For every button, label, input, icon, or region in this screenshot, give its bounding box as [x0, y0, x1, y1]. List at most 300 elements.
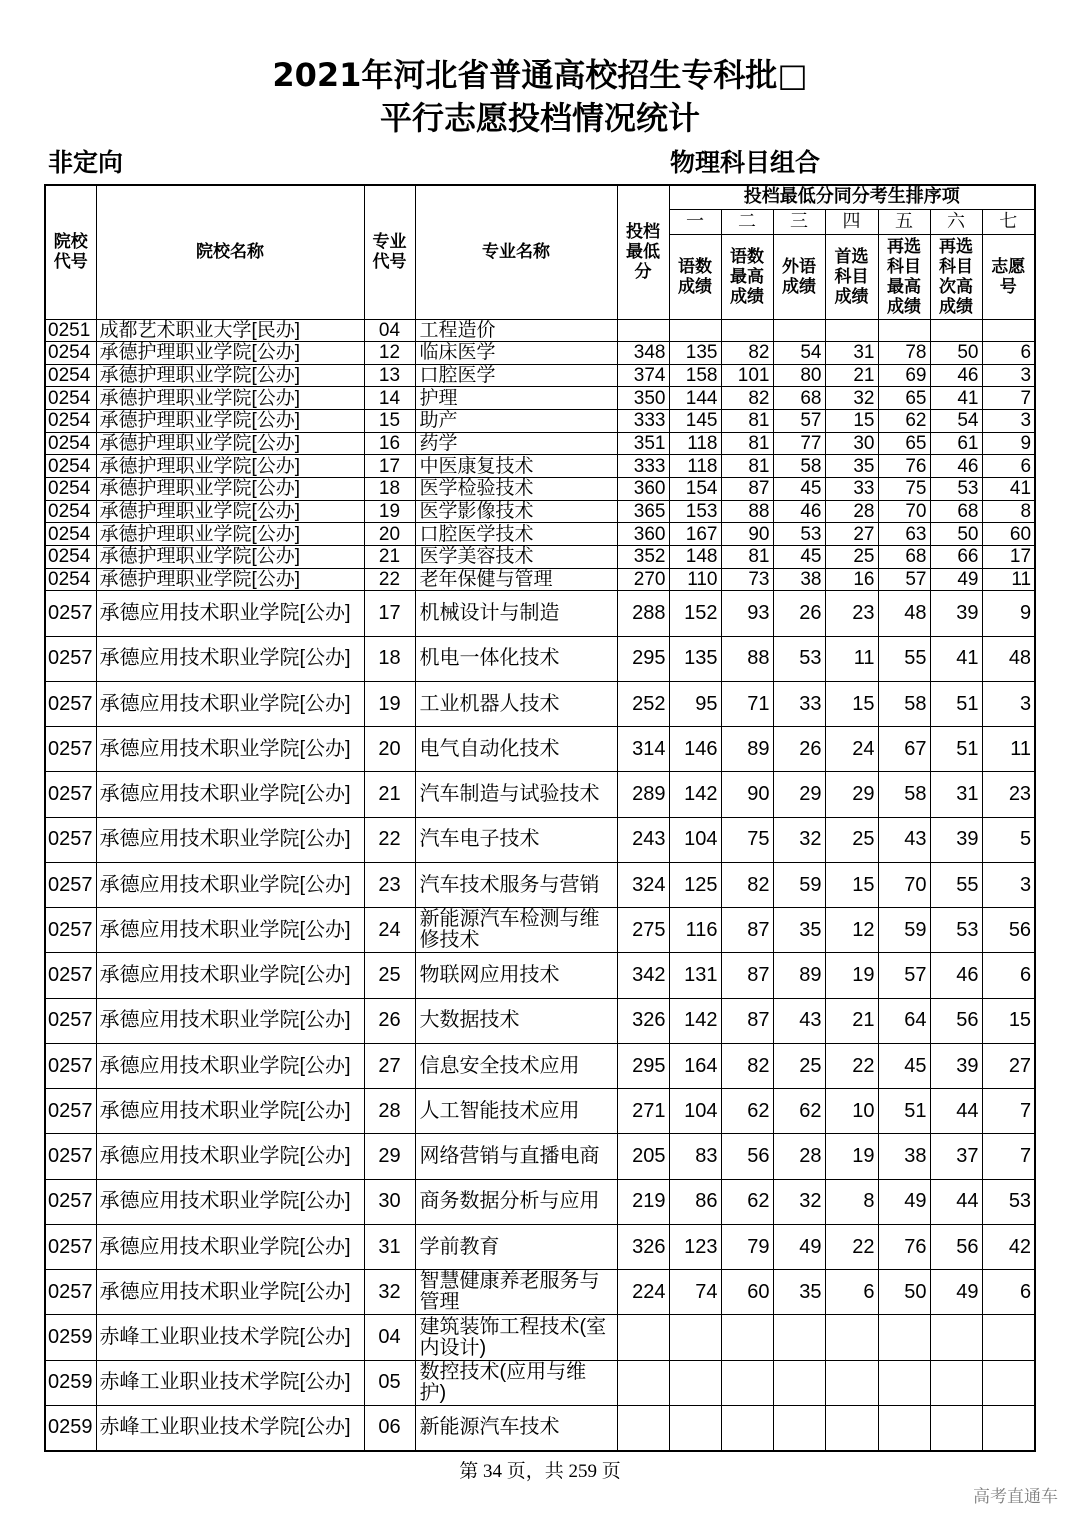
major-name-cell: 助产	[415, 410, 617, 433]
second-subject-next-score-cell	[930, 1360, 982, 1405]
foreign-language-score-cell: 80	[773, 364, 825, 387]
foreign-language-score-cell: 53	[773, 636, 825, 681]
min-score-cell: 342	[617, 953, 669, 998]
preference-number-cell	[982, 319, 1035, 342]
major-code-cell: 05	[364, 1360, 415, 1405]
school-name-cell: 赤峰工业职业技术学院[公办]	[96, 1405, 364, 1450]
school-name-cell: 承德护理职业学院[公办]	[96, 432, 364, 455]
school-code-cell: 0257	[45, 817, 96, 862]
chinese-math-score-cell	[669, 1360, 721, 1405]
major-name-cell: 医学检验技术	[415, 478, 617, 501]
first-subject-score-cell: 35	[825, 455, 878, 478]
first-subject-score-cell: 23	[825, 591, 878, 636]
first-subject-score-cell: 27	[825, 523, 878, 546]
second-subject-next-score-cell: 54	[930, 410, 982, 433]
chinese-math-score-cell: 152	[669, 591, 721, 636]
header-chinese-math-max-score	[721, 234, 773, 319]
chinese-math-max-score-cell: 88	[721, 636, 773, 681]
first-subject-score-cell: 15	[825, 862, 878, 907]
school-code-cell: 0259	[45, 1360, 96, 1405]
second-subject-next-score-cell: 51	[930, 681, 982, 726]
second-subject-next-score-cell: 39	[930, 591, 982, 636]
major-name-cell: 药学	[415, 432, 617, 455]
second-subject-max-score-cell: 75	[878, 478, 930, 501]
second-subject-max-score-cell: 58	[878, 772, 930, 817]
chinese-math-max-score-cell: 81	[721, 546, 773, 569]
foreign-language-score-cell: 77	[773, 432, 825, 455]
header-foreign-language-score-label: 外语成绩	[782, 256, 816, 297]
foreign-language-score-cell: 25	[773, 1043, 825, 1088]
foreign-language-score-cell: 33	[773, 681, 825, 726]
preference-number-cell: 41	[982, 478, 1035, 501]
school-name-cell: 承德应用技术职业学院[公办]	[96, 1089, 364, 1134]
preference-number-cell: 23	[982, 772, 1035, 817]
first-subject-score-cell: 6	[825, 1270, 878, 1315]
major-code-cell: 25	[364, 953, 415, 998]
min-score-cell: 219	[617, 1179, 669, 1224]
header-chinese-math-score	[669, 234, 721, 319]
second-subject-next-score-cell: 51	[930, 727, 982, 772]
second-subject-max-score-cell: 59	[878, 908, 930, 953]
major-code-cell: 28	[364, 1089, 415, 1134]
header-foreign-language-score	[773, 234, 825, 319]
major-name-cell: 汽车电子技术	[415, 817, 617, 862]
min-score-cell: 374	[617, 364, 669, 387]
foreign-language-score-cell: 57	[773, 410, 825, 433]
foreign-language-score-cell: 35	[773, 1270, 825, 1315]
header-school-code	[45, 185, 96, 319]
preference-number-cell: 8	[982, 500, 1035, 523]
chinese-math-score-cell: 142	[669, 998, 721, 1043]
major-code-cell: 22	[364, 817, 415, 862]
table-row	[45, 591, 1035, 636]
foreign-language-score-cell: 32	[773, 1179, 825, 1224]
foreign-language-score-cell: 89	[773, 953, 825, 998]
header-school-code-label: 院校代号	[53, 232, 88, 273]
school-code-cell: 0254	[45, 432, 96, 455]
second-subject-max-score-cell: 68	[878, 546, 930, 569]
min-score-cell	[617, 319, 669, 342]
first-subject-score-cell	[825, 1405, 878, 1450]
subject-combination-label: 物理科目组合	[670, 148, 821, 177]
first-subject-score-cell	[825, 1360, 878, 1405]
major-code-cell: 13	[364, 364, 415, 387]
chinese-math-max-score-cell	[721, 1360, 773, 1405]
chinese-math-max-score-cell: 87	[721, 908, 773, 953]
chinese-math-score-cell: 164	[669, 1043, 721, 1088]
watermark: 高考直通车	[973, 1487, 1058, 1507]
min-score-cell: 326	[617, 1224, 669, 1269]
school-code-cell: 0257	[45, 772, 96, 817]
second-subject-max-score-cell: 55	[878, 636, 930, 681]
major-code-cell: 19	[364, 681, 415, 726]
second-subject-max-score-cell: 45	[878, 1043, 930, 1088]
chinese-math-max-score-cell: 90	[721, 523, 773, 546]
foreign-language-score-cell: 54	[773, 342, 825, 365]
school-name-cell: 赤峰工业职业技术学院[公办]	[96, 1315, 364, 1360]
second-subject-next-score-cell: 37	[930, 1134, 982, 1179]
school-name-cell: 承德应用技术职业学院[公办]	[96, 1043, 364, 1088]
chinese-math-max-score-cell: 81	[721, 410, 773, 433]
major-code-cell: 04	[364, 1315, 415, 1360]
chinese-math-max-score-cell: 87	[721, 953, 773, 998]
min-score-cell	[617, 1315, 669, 1360]
table-row	[45, 1405, 1035, 1450]
first-subject-score-cell: 8	[825, 1179, 878, 1224]
chinese-math-score-cell: 158	[669, 364, 721, 387]
chinese-math-score-cell: 154	[669, 478, 721, 501]
school-code-cell: 0259	[45, 1315, 96, 1360]
major-code-cell: 32	[364, 1270, 415, 1315]
foreign-language-score-cell: 32	[773, 817, 825, 862]
table-row	[45, 455, 1035, 478]
school-code-cell: 0257	[45, 1224, 96, 1269]
major-name-cell: 大数据技术	[415, 998, 617, 1043]
table-row	[45, 364, 1035, 387]
major-name-cell: 机械设计与制造	[415, 591, 617, 636]
min-score-cell: 224	[617, 1270, 669, 1315]
chinese-math-max-score-cell	[721, 319, 773, 342]
school-code-cell: 0254	[45, 568, 96, 591]
school-name-cell: 承德护理职业学院[公办]	[96, 546, 364, 569]
directional-category-label: 非定向	[48, 148, 124, 177]
chinese-math-max-score-cell	[721, 1405, 773, 1450]
first-subject-score-cell: 25	[825, 817, 878, 862]
chinese-math-score-cell: 104	[669, 817, 721, 862]
first-subject-score-cell: 15	[825, 681, 878, 726]
school-code-cell: 0257	[45, 953, 96, 998]
second-subject-next-score-cell: 39	[930, 1043, 982, 1088]
school-code-cell: 0254	[45, 410, 96, 433]
school-name-cell: 承德应用技术职业学院[公办]	[96, 727, 364, 772]
table-row	[45, 1270, 1035, 1315]
chinese-math-max-score-cell: 62	[721, 1179, 773, 1224]
foreign-language-score-cell: 29	[773, 772, 825, 817]
preference-number-cell	[982, 1405, 1035, 1450]
major-name-cell: 物联网应用技术	[415, 953, 617, 998]
header-numeral-6: 六	[930, 209, 982, 234]
table-row	[45, 953, 1035, 998]
second-subject-max-score-cell: 67	[878, 727, 930, 772]
foreign-language-score-cell: 46	[773, 500, 825, 523]
second-subject-max-score-cell	[878, 319, 930, 342]
header-tiebreak-group: 投档最低分同分考生排序项	[669, 185, 1035, 209]
first-subject-score-cell: 15	[825, 410, 878, 433]
chinese-math-score-cell: 148	[669, 546, 721, 569]
foreign-language-score-cell: 35	[773, 908, 825, 953]
table-row	[45, 387, 1035, 410]
chinese-math-max-score-cell: 89	[721, 727, 773, 772]
first-subject-score-cell: 19	[825, 953, 878, 998]
header-school-name	[96, 185, 364, 319]
school-name-cell: 承德应用技术职业学院[公办]	[96, 862, 364, 907]
major-name-cell: 护理	[415, 387, 617, 410]
second-subject-next-score-cell: 31	[930, 772, 982, 817]
header-row-group	[45, 185, 1035, 209]
major-name-cell: 网络营销与直播电商	[415, 1134, 617, 1179]
major-name-cell: 新能源汽车技术	[415, 1405, 617, 1450]
chinese-math-score-cell: 116	[669, 908, 721, 953]
first-subject-score-cell: 21	[825, 998, 878, 1043]
chinese-math-max-score-cell: 82	[721, 342, 773, 365]
header-numeral-4: 四	[825, 209, 878, 234]
min-score-cell	[617, 1405, 669, 1450]
foreign-language-score-cell	[773, 319, 825, 342]
foreign-language-score-cell: 38	[773, 568, 825, 591]
major-name-cell: 商务数据分析与应用	[415, 1179, 617, 1224]
preference-number-cell: 6	[982, 342, 1035, 365]
chinese-math-max-score-cell: 82	[721, 862, 773, 907]
major-code-cell: 21	[364, 546, 415, 569]
first-subject-score-cell: 22	[825, 1043, 878, 1088]
major-code-cell: 17	[364, 591, 415, 636]
chinese-math-score-cell: 125	[669, 862, 721, 907]
preference-number-cell: 60	[982, 523, 1035, 546]
school-code-cell: 0259	[45, 1405, 96, 1450]
major-name-cell: 工业机器人技术	[415, 681, 617, 726]
table-row	[45, 319, 1035, 342]
chinese-math-max-score-cell: 82	[721, 1043, 773, 1088]
major-name-cell: 建筑装饰工程技术(室内设计)	[415, 1315, 617, 1360]
school-code-cell: 0254	[45, 523, 96, 546]
chinese-math-max-score-cell: 79	[721, 1224, 773, 1269]
chinese-math-max-score-cell: 71	[721, 681, 773, 726]
major-code-cell: 22	[364, 568, 415, 591]
chinese-math-max-score-cell: 81	[721, 455, 773, 478]
second-subject-next-score-cell: 50	[930, 523, 982, 546]
preference-number-cell: 6	[982, 953, 1035, 998]
major-code-cell: 16	[364, 432, 415, 455]
chinese-math-max-score-cell: 101	[721, 364, 773, 387]
major-code-cell: 18	[364, 636, 415, 681]
school-code-cell: 0251	[45, 319, 96, 342]
table-row	[45, 568, 1035, 591]
school-name-cell: 承德护理职业学院[公办]	[96, 478, 364, 501]
foreign-language-score-cell: 58	[773, 455, 825, 478]
second-subject-next-score-cell: 53	[930, 908, 982, 953]
major-code-cell: 18	[364, 478, 415, 501]
school-name-cell: 承德应用技术职业学院[公办]	[96, 1179, 364, 1224]
school-name-cell: 承德应用技术职业学院[公办]	[96, 817, 364, 862]
major-name-cell: 新能源汽车检测与维修技术	[415, 908, 617, 953]
foreign-language-score-cell	[773, 1315, 825, 1360]
school-name-cell: 承德应用技术职业学院[公办]	[96, 998, 364, 1043]
chinese-math-max-score-cell	[721, 1315, 773, 1360]
school-code-cell: 0254	[45, 342, 96, 365]
header-major-name	[415, 185, 617, 319]
header-numeral-5: 五	[878, 209, 930, 234]
preference-number-cell: 5	[982, 817, 1035, 862]
preference-number-cell	[982, 1360, 1035, 1405]
table-row	[45, 1360, 1035, 1405]
school-code-cell: 0254	[45, 387, 96, 410]
foreign-language-score-cell: 62	[773, 1089, 825, 1134]
table-row	[45, 1179, 1035, 1224]
chinese-math-score-cell: 153	[669, 500, 721, 523]
header-chinese-math-score-label: 语数成绩	[678, 256, 712, 297]
foreign-language-score-cell: 43	[773, 998, 825, 1043]
major-name-cell: 汽车技术服务与营销	[415, 862, 617, 907]
school-code-cell: 0254	[45, 478, 96, 501]
first-subject-score-cell: 31	[825, 342, 878, 365]
second-subject-next-score-cell: 44	[930, 1089, 982, 1134]
table-row	[45, 727, 1035, 772]
chinese-math-score-cell: 144	[669, 387, 721, 410]
min-score-cell: 360	[617, 478, 669, 501]
first-subject-score-cell: 12	[825, 908, 878, 953]
major-code-cell: 14	[364, 387, 415, 410]
major-code-cell: 06	[364, 1405, 415, 1450]
chinese-math-score-cell: 118	[669, 432, 721, 455]
min-score-cell: 288	[617, 591, 669, 636]
table-row	[45, 478, 1035, 501]
school-code-cell: 0257	[45, 636, 96, 681]
school-name-cell: 承德应用技术职业学院[公办]	[96, 772, 364, 817]
school-code-cell: 0257	[45, 1270, 96, 1315]
second-subject-next-score-cell: 49	[930, 568, 982, 591]
header-second-subject-max-score	[878, 234, 930, 319]
first-subject-score-cell	[825, 319, 878, 342]
school-code-cell: 0254	[45, 364, 96, 387]
header-preference-number	[982, 234, 1035, 319]
chinese-math-max-score-cell: 60	[721, 1270, 773, 1315]
page-number: 第 34 页，共 259 页	[459, 1461, 621, 1482]
major-code-cell: 21	[364, 772, 415, 817]
header-min-score-label: 投档最低分	[626, 222, 660, 283]
school-code-cell: 0257	[45, 998, 96, 1043]
chinese-math-max-score-cell: 93	[721, 591, 773, 636]
header-second-subject-next-score-label: 再选科目次高成绩	[939, 236, 973, 317]
header-second-subject-max-score-label: 再选科目最高成绩	[887, 236, 921, 317]
preference-number-cell: 7	[982, 387, 1035, 410]
preference-number-cell: 3	[982, 410, 1035, 433]
school-name-cell: 承德护理职业学院[公办]	[96, 523, 364, 546]
major-name-cell: 信息安全技术应用	[415, 1043, 617, 1088]
header-chinese-math-max-score-label: 语数最高成绩	[730, 246, 764, 307]
header-major-code	[364, 185, 415, 319]
major-name-cell: 智慧健康养老服务与管理	[415, 1270, 617, 1315]
major-name-cell: 机电一体化技术	[415, 636, 617, 681]
second-subject-max-score-cell: 58	[878, 681, 930, 726]
preference-number-cell	[982, 1315, 1035, 1360]
school-name-cell: 承德应用技术职业学院[公办]	[96, 636, 364, 681]
preference-number-cell: 27	[982, 1043, 1035, 1088]
school-name-cell: 承德护理职业学院[公办]	[96, 387, 364, 410]
major-name-cell: 数控技术(应用与维护)	[415, 1360, 617, 1405]
second-subject-max-score-cell: 76	[878, 1224, 930, 1269]
min-score-cell: 348	[617, 342, 669, 365]
header-preference-number-label: 志愿号	[991, 256, 1026, 297]
table-row	[45, 1224, 1035, 1269]
second-subject-max-score-cell: 43	[878, 817, 930, 862]
second-subject-next-score-cell: 46	[930, 455, 982, 478]
min-score-cell: 295	[617, 1043, 669, 1088]
school-name-cell: 承德应用技术职业学院[公办]	[96, 953, 364, 998]
first-subject-score-cell: 29	[825, 772, 878, 817]
school-code-cell: 0257	[45, 1043, 96, 1088]
major-code-cell: 29	[364, 1134, 415, 1179]
major-name-cell: 临床医学	[415, 342, 617, 365]
min-score-cell: 243	[617, 817, 669, 862]
chinese-math-max-score-cell: 81	[721, 432, 773, 455]
first-subject-score-cell: 33	[825, 478, 878, 501]
school-name-cell: 承德护理职业学院[公办]	[96, 364, 364, 387]
second-subject-max-score-cell: 78	[878, 342, 930, 365]
header-major-name-label: 专业名称	[482, 242, 550, 263]
table-body	[45, 319, 1035, 1451]
school-name-cell: 承德护理职业学院[公办]	[96, 500, 364, 523]
chinese-math-score-cell	[669, 1315, 721, 1360]
chinese-math-score-cell: 142	[669, 772, 721, 817]
major-code-cell: 04	[364, 319, 415, 342]
first-subject-score-cell: 11	[825, 636, 878, 681]
chinese-math-max-score-cell: 82	[721, 387, 773, 410]
school-code-cell: 0257	[45, 908, 96, 953]
table-row	[45, 636, 1035, 681]
table-row	[45, 432, 1035, 455]
header-numeral-3: 三	[773, 209, 825, 234]
second-subject-next-score-cell: 55	[930, 862, 982, 907]
school-name-cell: 承德应用技术职业学院[公办]	[96, 1134, 364, 1179]
school-code-cell: 0257	[45, 1134, 96, 1179]
second-subject-max-score-cell: 57	[878, 568, 930, 591]
second-subject-next-score-cell: 46	[930, 364, 982, 387]
chinese-math-score-cell: 167	[669, 523, 721, 546]
second-subject-max-score-cell: 64	[878, 998, 930, 1043]
second-subject-next-score-cell: 61	[930, 432, 982, 455]
school-name-cell: 承德应用技术职业学院[公办]	[96, 1224, 364, 1269]
second-subject-max-score-cell: 65	[878, 387, 930, 410]
second-subject-next-score-cell	[930, 1405, 982, 1450]
header-first-subject-score	[825, 234, 878, 319]
table-row	[45, 546, 1035, 569]
min-score-cell: 365	[617, 500, 669, 523]
preference-number-cell: 11	[982, 568, 1035, 591]
min-score-cell: 270	[617, 568, 669, 591]
second-subject-max-score-cell: 57	[878, 953, 930, 998]
school-name-cell: 成都艺术职业大学[民办]	[96, 319, 364, 342]
table-row	[45, 817, 1035, 862]
preference-number-cell: 9	[982, 432, 1035, 455]
header-school-name-label: 院校名称	[196, 242, 264, 263]
title-line-2: 平行志愿投档情况统计	[379, 99, 700, 137]
min-score-cell	[617, 1360, 669, 1405]
school-code-cell: 0257	[45, 727, 96, 772]
second-subject-max-score-cell	[878, 1315, 930, 1360]
header-numeral-2: 二	[721, 209, 773, 234]
first-subject-score-cell: 28	[825, 500, 878, 523]
major-code-cell: 30	[364, 1179, 415, 1224]
second-subject-next-score-cell: 56	[930, 1224, 982, 1269]
chinese-math-max-score-cell: 73	[721, 568, 773, 591]
chinese-math-score-cell: 104	[669, 1089, 721, 1134]
major-code-cell: 17	[364, 455, 415, 478]
second-subject-next-score-cell: 49	[930, 1270, 982, 1315]
school-name-cell: 承德护理职业学院[公办]	[96, 568, 364, 591]
major-code-cell: 19	[364, 500, 415, 523]
foreign-language-score-cell: 68	[773, 387, 825, 410]
major-code-cell: 20	[364, 727, 415, 772]
foreign-language-score-cell	[773, 1405, 825, 1450]
chinese-math-score-cell: 123	[669, 1224, 721, 1269]
foreign-language-score-cell: 45	[773, 478, 825, 501]
major-code-cell: 20	[364, 523, 415, 546]
school-name-cell: 承德护理职业学院[公办]	[96, 410, 364, 433]
major-name-cell: 医学影像技术	[415, 500, 617, 523]
first-subject-score-cell: 30	[825, 432, 878, 455]
first-subject-score-cell: 25	[825, 546, 878, 569]
chinese-math-score-cell: 74	[669, 1270, 721, 1315]
